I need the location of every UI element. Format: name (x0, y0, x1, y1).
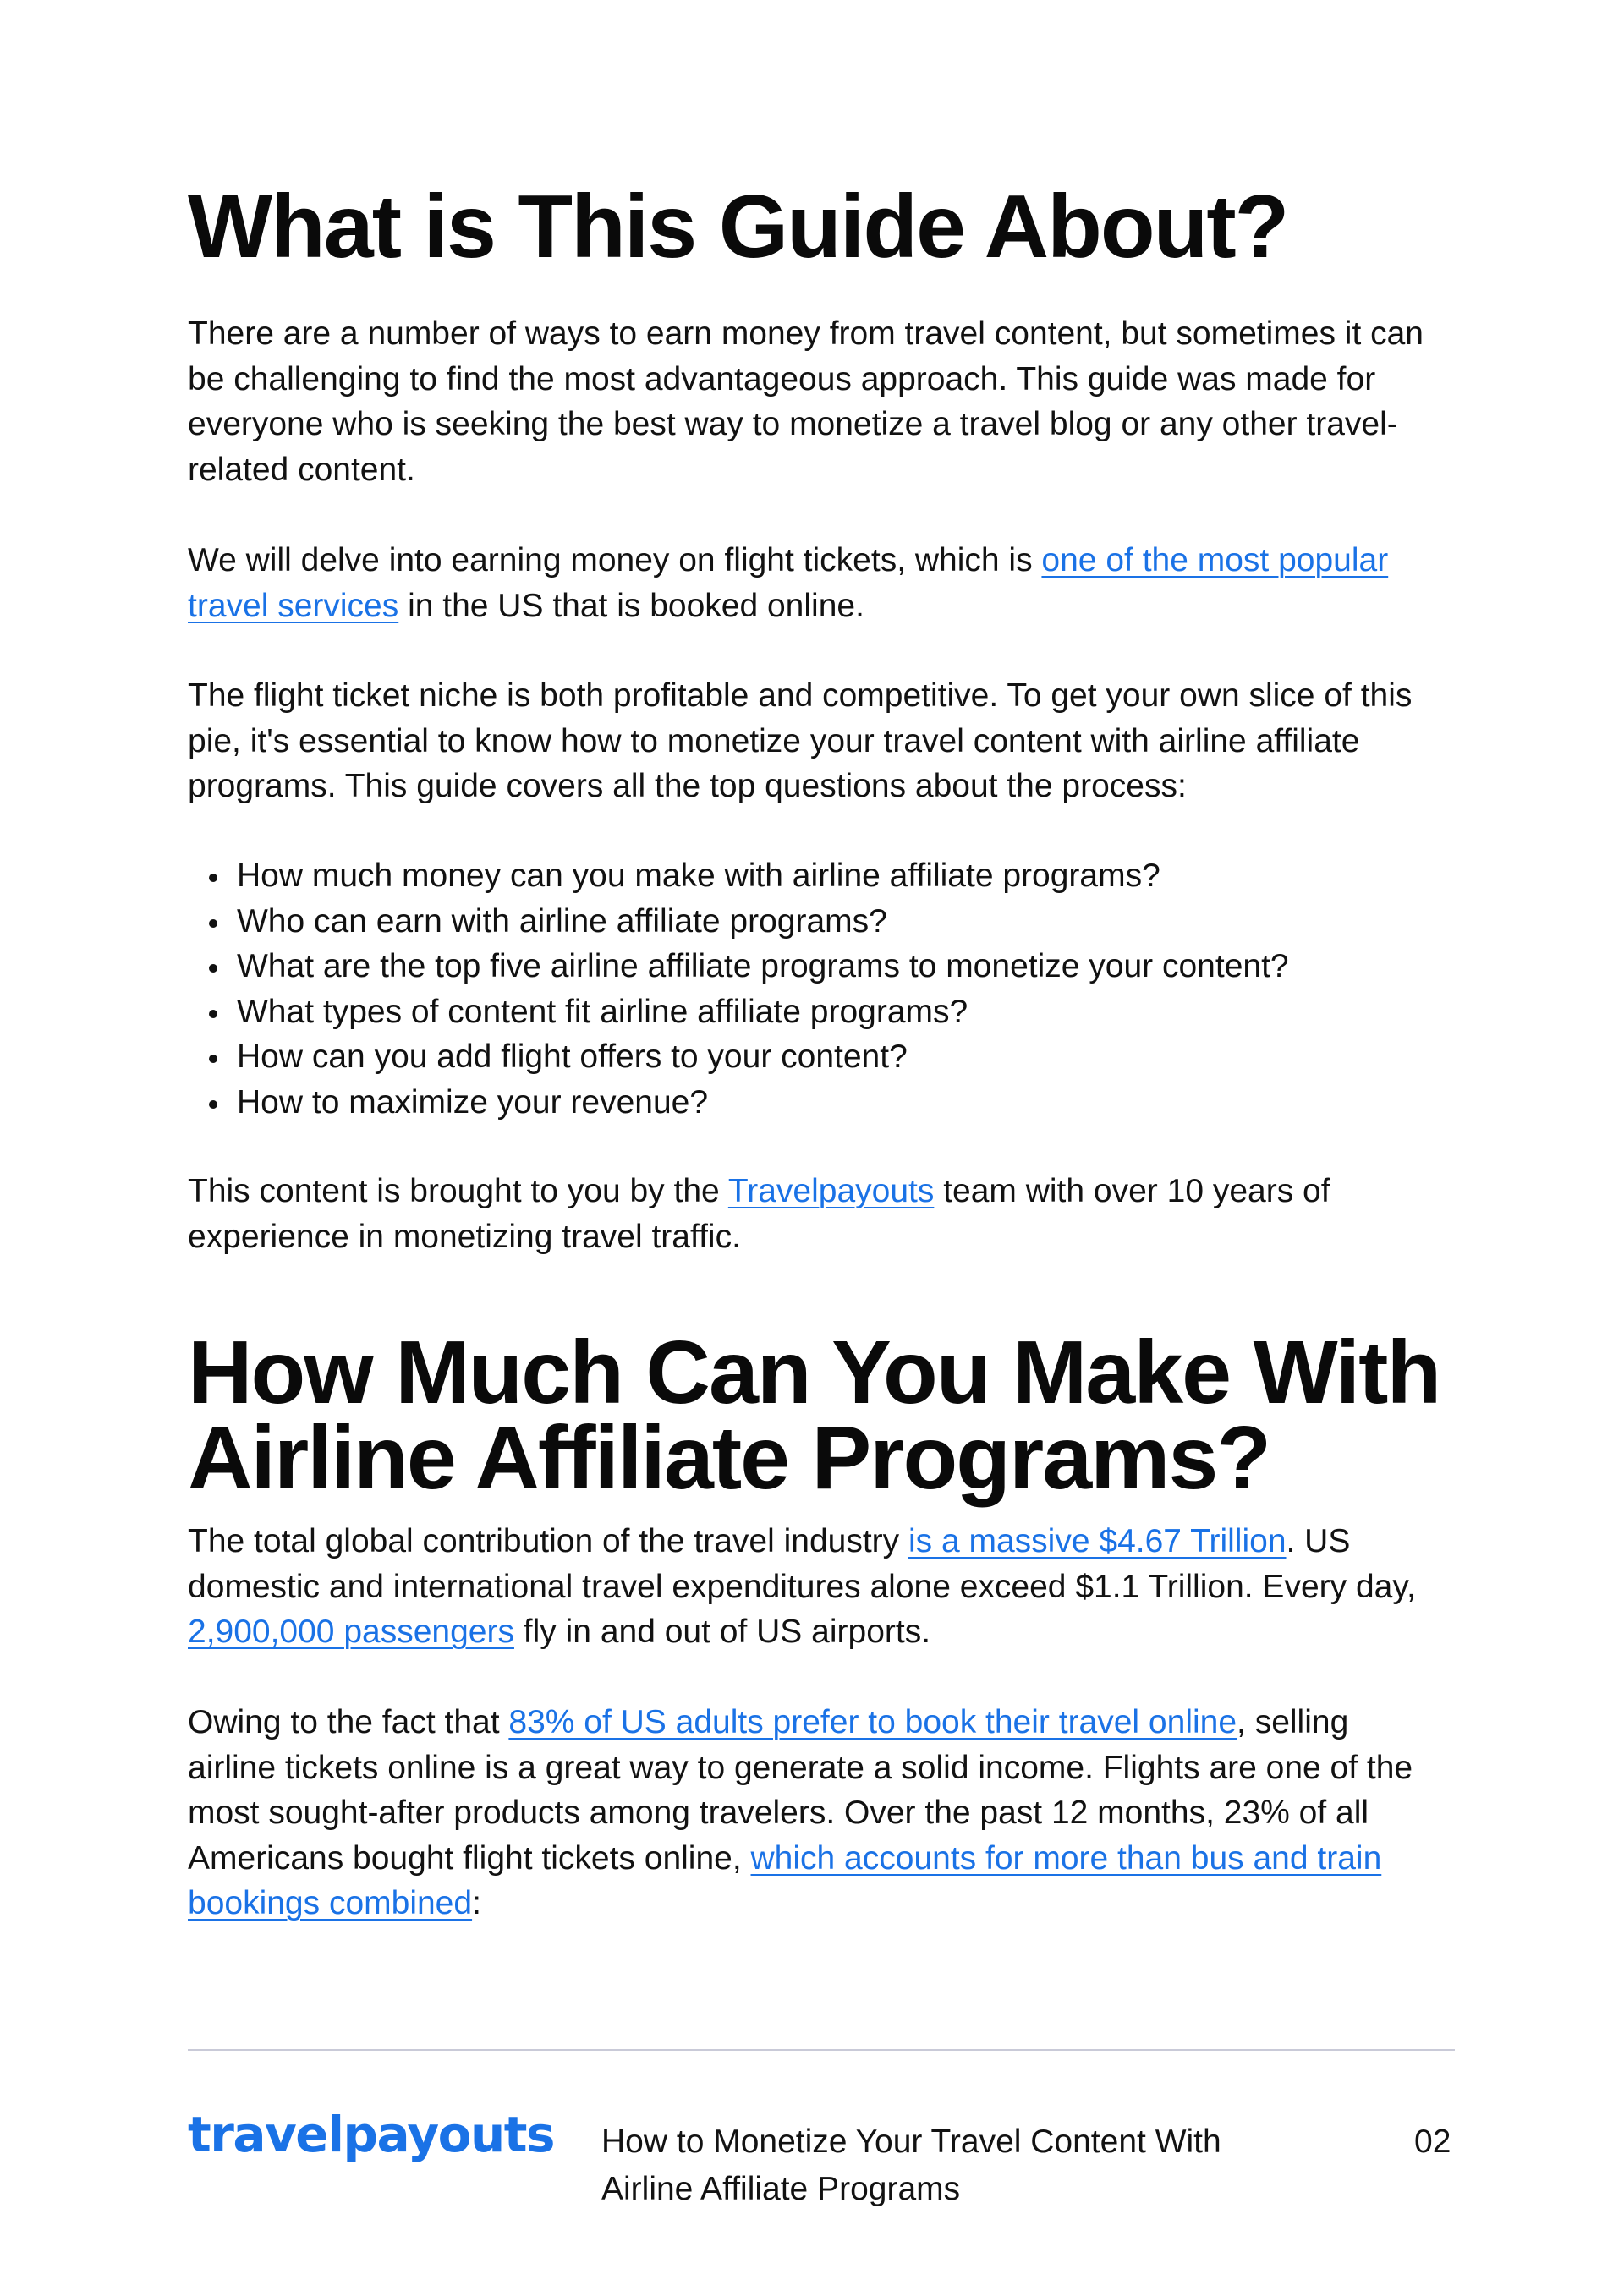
trillion-link[interactable]: is a massive $4.67 Trillion (908, 1523, 1287, 1559)
passengers-link[interactable]: 2,900,000 passengers (188, 1614, 514, 1650)
brought-by-paragraph: This content is brought to you by the Travelpayouts team with over 10 years of experience in monetizing travel traffic. (188, 1173, 1330, 1255)
footer-document-title: How to Monetize Your Travel Content With Airline Affiliate Programs (601, 2123, 1221, 2207)
industry-paragraph: The total global contribution of the travel industry is a massive $4.67 Trillion. US domestic and international travel expenditures alone exceed $1.1 Trillion. Every day, 2,900,000 passengers fly in and out of US airports. (188, 1523, 1416, 1650)
footer-divider (188, 2049, 1455, 2051)
list-item: What are the top five airline affiliate programs to monetize your content? (237, 944, 1455, 989)
questions-list (188, 853, 1455, 1125)
list-item: How can you add flight offers to your content? (237, 1034, 1455, 1080)
list-item: Who can earn with airline affiliate programs? (237, 899, 1455, 945)
book-online-link[interactable]: 83% of US adults prefer to book their travel online (508, 1704, 1237, 1740)
travelpayouts-link[interactable]: Travelpayouts (727, 1173, 935, 1209)
intro-paragraph: There are a number of ways to earn money from travel content, but sometimes it can be challenging to find the most advantageous approach. This guide was made for everyone who is seeking the best way to monetize a travel blog or any other travel-related content. (188, 315, 1424, 488)
popular-services-link[interactable]: one of the most popular travel services (188, 542, 1389, 624)
niche-paragraph: The flight ticket niche is both profitable and competitive. To get your own slice of this pie, it's essential to know how to monetize your travel content with airline affiliate programs. This guide covers all the top questions about the process: (188, 677, 1413, 804)
flight-tickets-paragraph: We will delve into earning money on flight tickets, which is one of the most popular travel services in the US that is booked online. (188, 542, 1389, 624)
section-heading-earnings: How Much Can You Make With Airline Affiliate Programs? (188, 1323, 1440, 1508)
online-booking-paragraph: Owing to the fact that 83% of US adults prefer to book their travel online, selling airline tickets online is a great way to generate a solid income. Flights are one of the most sought-after products among travelers. Over the past 12 months, 23% of all Americans bought flight tickets online, which accounts for more than bus and train bookings combined: (188, 1704, 1413, 1921)
section-heading-guide: What is This Guide About? (188, 177, 1288, 277)
travelpayouts-logo: travelpayouts (188, 2106, 555, 2163)
page-number: 02 (1414, 2123, 1451, 2160)
list-item: What types of content fit airline affiliate programs? (237, 989, 1455, 1035)
bus-train-link[interactable]: which accounts for more than bus and train bookings combined (188, 1839, 1382, 1921)
list-item: How much money can you make with airline affiliate programs? (237, 853, 1455, 899)
list-item: How to maximize your revenue? (237, 1080, 1455, 1126)
